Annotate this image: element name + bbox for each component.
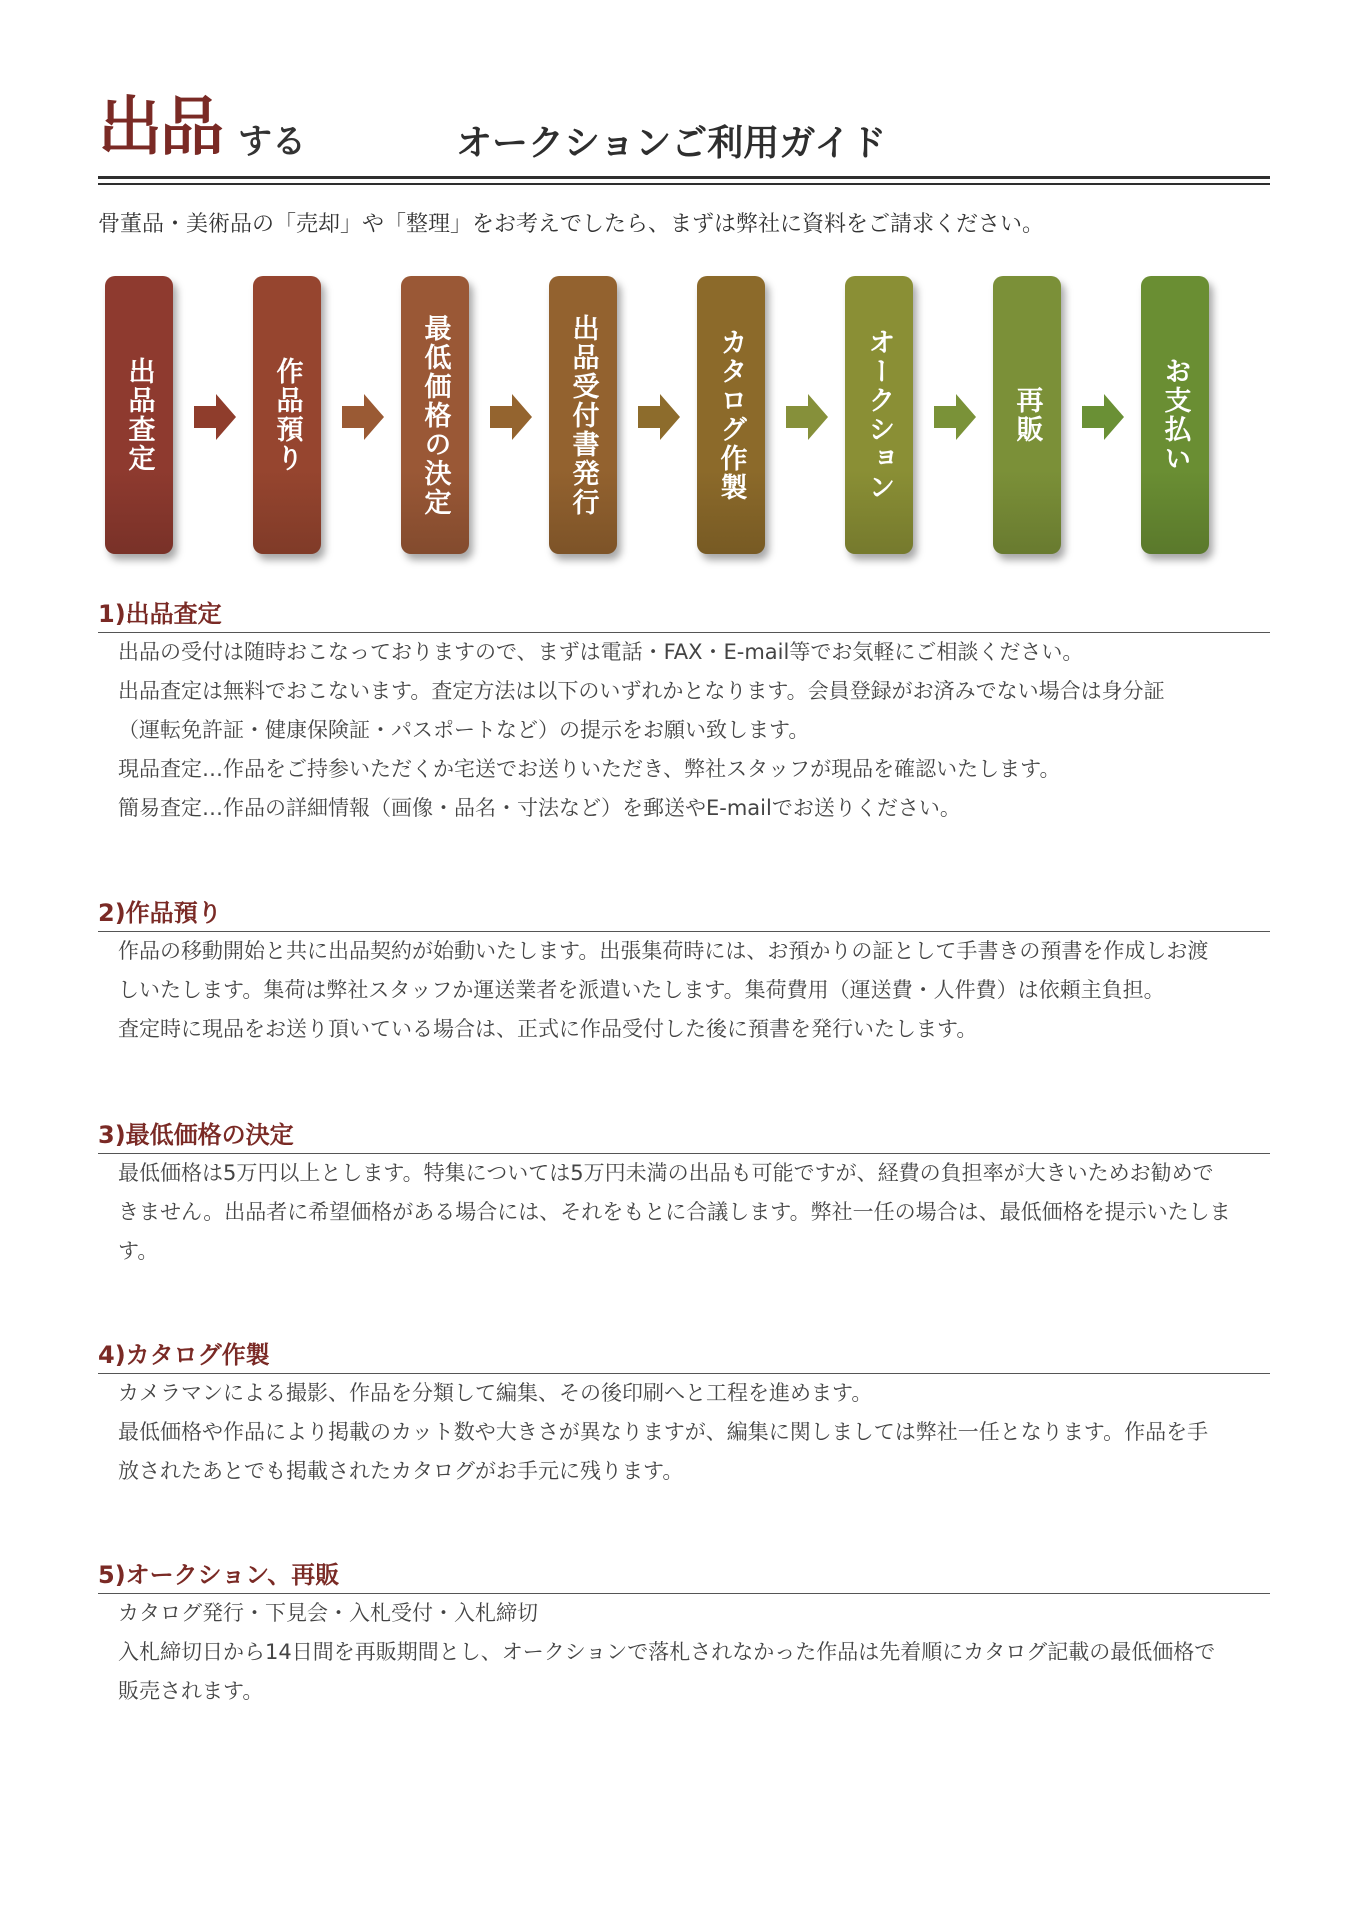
section-line: しいたします。集荷は弊社スタッフか運送業者を派遣いたします。集荷費用（運送費・人件費）は依頼主負担。 [118, 978, 1165, 1002]
section-line: 作品の移動開始と共に出品契約が始動いたします。出張集荷時には、お預かりの証として手書きの預書を作成しお渡 [118, 939, 1209, 963]
section-line: 出品の受付は随時おこなっておりますので、まずは電話・FAX・E-mail等でお気軽にご相談ください。 [118, 640, 1084, 664]
section-min-price [98, 1119, 1270, 1271]
flow-step-payment [1141, 276, 1209, 554]
page-title-suffix: する [238, 122, 306, 162]
section-line: カメラマンによる撮影、作品を分類して編集、その後印刷へと工程を進めます。 [118, 1381, 873, 1405]
flow-step-label: 最低価格の決定 [419, 313, 451, 517]
section-line: カタログ発行・下見会・入札受付・入札締切 [118, 1601, 538, 1625]
section-heading: 5)オークション、再販 [98, 1559, 1270, 1594]
guide-title: オークションご利用ガイド [456, 123, 887, 164]
intro-text: 骨董品・美術品の「売却」や「整理」をお考えでしたら、まずは弊社に資料をご請求ください。 [98, 212, 1045, 237]
section-heading: 1)出品査定 [98, 598, 1270, 633]
flow-step-label: カタログ作製 [715, 328, 747, 502]
flow-arrow-icon [934, 392, 976, 442]
section-auction-resale [98, 1559, 1270, 1711]
section-line: 入札締切日から14日間を再販期間とし、オークションで落札されなかった作品は先着順にカタログ記載の最低価格で [118, 1640, 1216, 1664]
flow-step-min-price [401, 276, 469, 554]
section-catalog [98, 1339, 1270, 1491]
section-line: す。 [118, 1239, 159, 1263]
page-title: 出品 [98, 91, 222, 165]
flow-arrow-icon [1082, 392, 1124, 442]
flow-step-appraisal [105, 276, 173, 554]
flow-step-resale [993, 276, 1061, 554]
flow-step-receipt [549, 276, 617, 554]
header-divider-thin [98, 183, 1270, 185]
flow-step-label: 出品査定 [123, 357, 155, 473]
flow-step-catalog [697, 276, 765, 554]
flow-step-custody [253, 276, 321, 554]
section-line: 簡易査定…作品の詳細情報（画像・品名・寸法など）を郵送やE-mailでお送りください。 [118, 796, 961, 820]
flow-arrow-icon [342, 392, 384, 442]
process-flow [0, 274, 1358, 564]
section-heading: 2)作品預り [98, 897, 1270, 932]
flow-step-label: オークション [863, 328, 895, 502]
section-line: 放されたあとでも掲載されたカタログがお手元に残ります。 [118, 1459, 684, 1483]
flow-step-label: 作品預り [271, 357, 303, 473]
section-line: きません。出品者に希望価格がある場合には、それをもとに合議します。弊社一任の場合は、最低価格を提示いたしま [118, 1200, 1231, 1224]
section-line: 査定時に現品をお送り頂いている場合は、正式に作品受付した後に預書を発行いたします。 [118, 1017, 978, 1041]
section-heading: 4)カタログ作製 [98, 1339, 1270, 1374]
flow-arrow-icon [786, 392, 828, 442]
section-line: 出品査定は無料でおこないます。査定方法は以下のいずれかとなります。会員登録がお済みでない場合は身分証 [118, 679, 1165, 703]
header-divider [98, 176, 1270, 179]
page-header [98, 88, 1270, 168]
section-line: （運転免許証・健康保険証・パスポートなど）の提示をお願い致します。 [118, 718, 810, 742]
section-line: 最低価格や作品により掲載のカット数や大きさが異なりますが、編集に関しましては弊社一任となります。作品を手 [118, 1420, 1209, 1444]
flow-step-label: お支払い [1159, 357, 1191, 473]
section-line: 現品査定…作品をご持参いただくか宅送でお送りいただき、弊社スタッフが現品を確認いたします。 [118, 757, 1061, 781]
flow-step-label: 出品受付書発行 [567, 313, 599, 517]
section-line: 販売されます。 [118, 1679, 264, 1703]
flow-arrow-icon [490, 392, 532, 442]
flow-arrow-icon [638, 392, 680, 442]
section-line: 最低価格は5万円以上とします。特集については5万円未満の出品も可能ですが、経費の負担率が大きいためお勧めで [118, 1161, 1214, 1185]
section-appraisal [98, 598, 1270, 828]
flow-step-label: 再販 [1011, 386, 1043, 444]
flow-arrow-icon [194, 392, 236, 442]
section-heading: 3)最低価格の決定 [98, 1119, 1270, 1154]
flow-step-auction [845, 276, 913, 554]
section-custody [98, 897, 1270, 1049]
